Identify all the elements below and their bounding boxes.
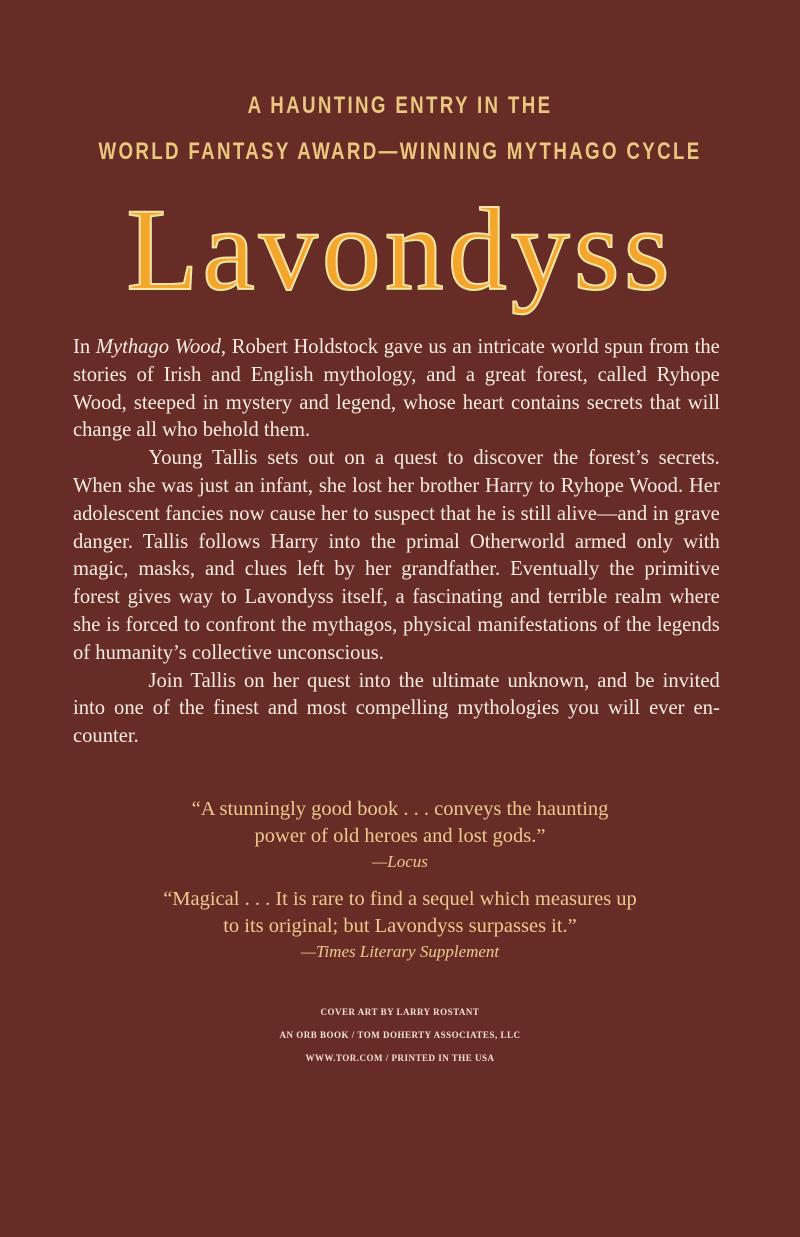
quote-attribution: —Times Literary Supplement xyxy=(300,942,500,961)
credits xyxy=(0,1001,800,1070)
quote-line: power of old heroes and lost gods.” xyxy=(254,825,546,847)
review-quote-tls xyxy=(0,886,800,964)
blurb-paragraph-2: Young Tallis sets out on a quest to discover the forest’s secrets. When she was just an infant, she lost her brother Harry to Ryhope Wood. Her adolescent fancies now cause her to suspect that he is still alive—and in grave danger. Tallis follows Harry into the primal Otherworld armed only with magic, masks, and clues left by her grandfather. Eventually the primitive forest gives way to Lavondyss itself, a fascinating and terrible realm where she is forced to confront the mythagos, physical manifestations of the legends of humanity’s collective unconscious. xyxy=(73,445,720,664)
blurb xyxy=(73,333,720,750)
blurb-p1-prefix: In xyxy=(73,334,96,358)
quote-line: “Magical . . . It is rare to find a sequel which measures up xyxy=(163,888,637,910)
tagline-line-1: A HAUNTING ENTRY IN THE xyxy=(247,92,553,119)
book-title: Lavondyss xyxy=(126,184,674,315)
blurb-paragraph-3: Join Tallis on her quest into the ultimate unknown, and be invited into one of the finest and most compelling mythologies you will ever encounter. xyxy=(73,667,720,748)
blurb-p1-rest: , Robert Holdstock gave us an intricate world spun from the stories of Irish and English mythology, and a great forest, called Ryhope Wood, steeped in mystery and legend, whose heart contains secrets that will change all who behold them. xyxy=(73,334,720,442)
blurb-paragraph-1 xyxy=(73,333,720,444)
book-reference-italic: Mythago Wood xyxy=(95,334,221,358)
publisher-credit: AN ORB BOOK / TOM DOHERTY ASSOCIATES, LLC xyxy=(279,1030,521,1040)
website-credit: WWW.TOR.COM / PRINTED IN THE USA xyxy=(305,1053,495,1063)
quote-line: “A stunningly good book . . . conveys the haunting xyxy=(191,798,609,820)
quote-line: to its original; but Lavondyss surpasses it.” xyxy=(223,915,577,937)
tagline-line-2: WORLD FANTASY AWARD—WINNING MYTHAGO CYCLE xyxy=(98,138,702,165)
quote-attribution: —Locus xyxy=(372,852,428,871)
cover-art-credit: COVER ART BY LARRY ROSTANT xyxy=(320,1007,480,1017)
review-quote-locus xyxy=(0,796,800,874)
